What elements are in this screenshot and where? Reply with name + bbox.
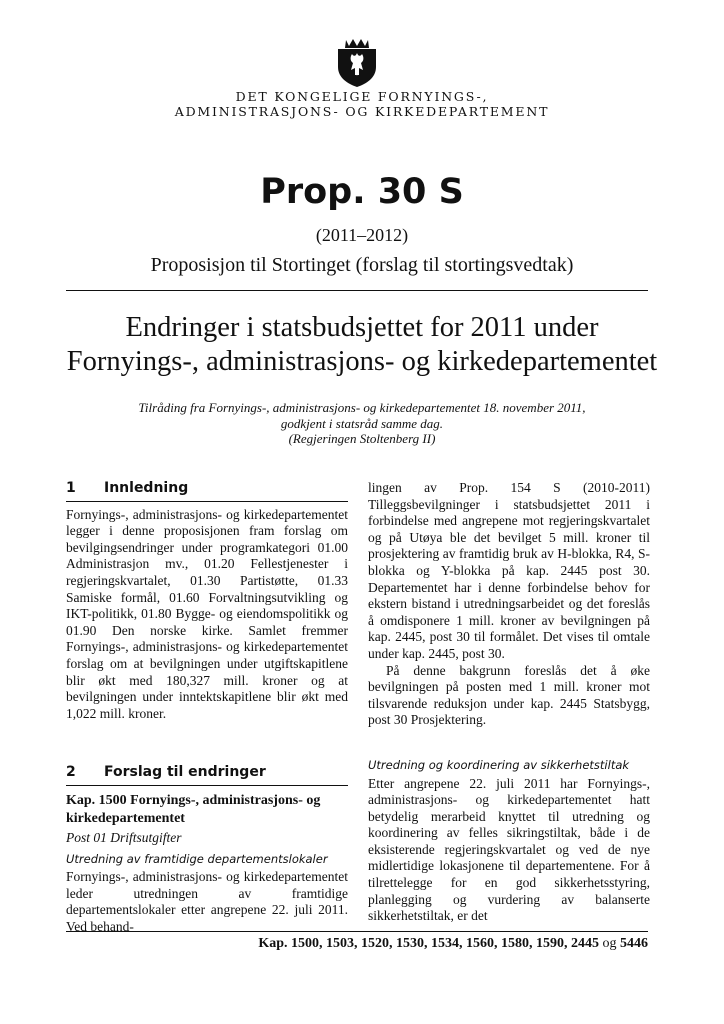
footer-og: og bbox=[602, 936, 617, 951]
section-1-number: 1 bbox=[66, 480, 76, 496]
section-2-body: Fornyings-, administrasjons- og kirkedepartementet leder utredningen av framtidige departementslokaler etter angrepene 22. juli 2011. Ved behand- bbox=[66, 869, 348, 934]
approval-line1: Tilråding fra Fornyings-, administrasjons- og kirkedepartementet 18. november 2011, bbox=[138, 400, 586, 415]
bottom-divider bbox=[66, 931, 648, 932]
norwegian-coat-of-arms-icon bbox=[334, 37, 380, 87]
ministry-name-line2: ADMINISTRASJONS- OG KIRKEDEPARTEMENT bbox=[174, 104, 550, 119]
section-2-heading bbox=[66, 764, 348, 786]
right-paragraph-2: På denne bakgrunn foreslås det å øke bevilgningen på posten med 1 mill. kroner mot tilsvarende reduksjon under kap. 2445 Statsbygg, post 30 Prosjektering. bbox=[368, 662, 650, 728]
section-1-body: Fornyings-, administrasjons- og kirkedepartementet legger i denne proposisjonen fram forslag om bevilgingsendringer under programkategori 01.00 Administrasjon mv., 01.20 Fellestjenester i regjeringskvartalet, 01.30 Partistøtte, 01.33 Samiske formål, 01.60 Forvaltningsutvikling og IKT-politikk, 01.80 Bygge- og eiendomspolitikk og 01.90 Den norske kirke. Samlet fremmer Fornyings-, administrasjons- og kirkedepartementet forslag om at bevilgningen under utgiftskapitlene blir økt med 180,327 mill. kroner og at bevilgningen under inntektskapitlene blir økt med 1,022 mill. kroner. bbox=[66, 506, 348, 721]
ministry-name-line1: DET KONGELIGE FORNYINGS-, bbox=[235, 89, 489, 104]
approval-line2: godkjent i statsråd samme dag. bbox=[280, 415, 444, 431]
left-column bbox=[66, 480, 348, 935]
footer-chapter-list bbox=[258, 936, 648, 952]
section-1-title: Innledning bbox=[104, 480, 189, 496]
kap-1500-heading: Kap. 1500 Fornyings-, administrasjons- og kirkedepartementet bbox=[66, 792, 321, 826]
right-paragraph-3: Etter angrepene 22. juli 2011 har Fornyings-, administrasjons- og kirkedepartementet hatt betydelig merarbeid knyttet til utredning og koordinering av felles sikringstiltak, både i de eksisterende regjeringskvartalet og ved de nye midlertidige lokasjonene til departementene. For å tilrettelegge for en god sikkerhetsstyring, planlegging og vurdering av balanserte sikkerhetstiltak, er det bbox=[368, 775, 650, 924]
top-divider bbox=[66, 290, 648, 291]
document-title-line2: Fornyings-, administrasjons- og kirkedepartementet bbox=[66, 346, 658, 377]
section-1-heading bbox=[66, 480, 348, 502]
approval-line3: (Regjeringen Stoltenberg II) bbox=[288, 431, 436, 446]
document-title bbox=[0, 311, 724, 379]
proposition-number: Prop. 30 S bbox=[260, 172, 464, 212]
session-year: (2011–2012) bbox=[315, 225, 409, 245]
proposition-subtitle: Proposisjon til Stortinget (forslag til stortingsvedtak) bbox=[150, 254, 574, 276]
subheading-departmental-premises: Utredning av framtidige departementslokaler bbox=[66, 851, 328, 866]
subheading-security-measures: Utredning og koordinering av sikkerhetstiltak bbox=[368, 757, 630, 772]
document-title-line1: Endringer i statsbudsjettet for 2011 under bbox=[125, 312, 599, 343]
section-2-title: Forslag til endringer bbox=[104, 764, 266, 781]
right-column bbox=[368, 480, 650, 925]
approval-note bbox=[0, 400, 724, 447]
footer-last-chapter: 5446 bbox=[620, 936, 648, 951]
footer-chapters: Kap. 1500, 1503, 1520, 1530, 1534, 1560, 1580, 1590, 2445 bbox=[258, 936, 599, 951]
right-paragraph-1: lingen av Prop. 154 S (2010-2011) Tilleggsbevilgninger i statsbudsjettet 2011 i forbindelse med angrepene mot regjeringskvartalet og på Utøya ble det bevilget 5 mill. kroner til prosjektering av framtidig bruk av H-blokka, R4, S-blokka og Y-blokka på kap. 2445 post 30. Departementet har i denne forbindelse behov for ekstern bistand i utredningsarbeidet og det foreslås å omdisponere 1 mill. kroner av bevilgningen på kap. 2445, post 30 til formålet. Det vises til omtale under kap. 2445, post 30. bbox=[368, 480, 650, 661]
post-01-heading: Post 01 Driftsutgifter bbox=[66, 829, 182, 845]
section-2-number: 2 bbox=[66, 764, 76, 781]
